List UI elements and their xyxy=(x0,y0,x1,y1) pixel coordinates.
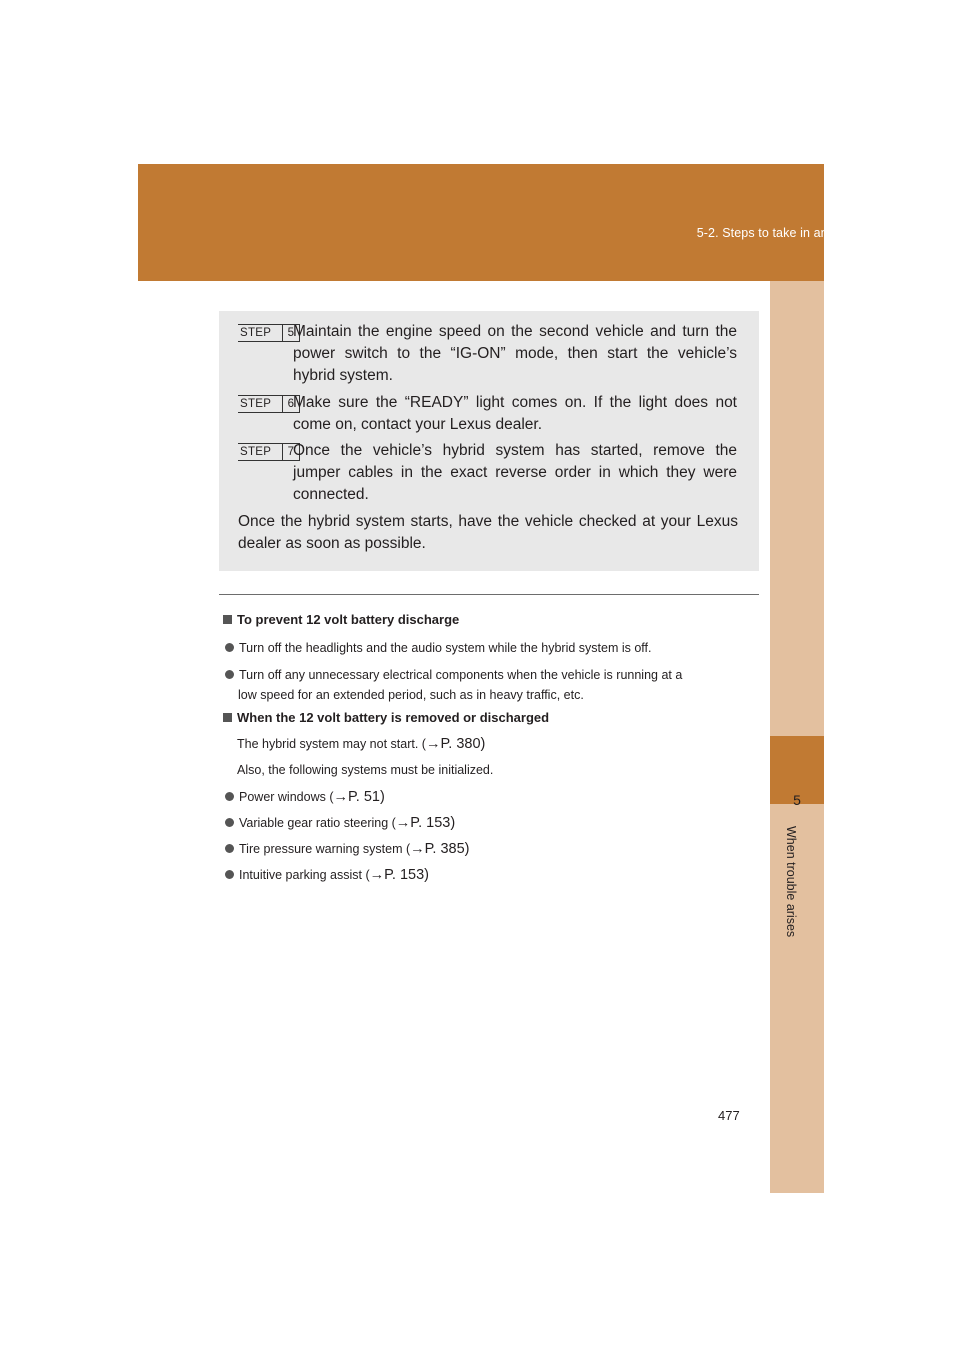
bullet-icon xyxy=(225,643,234,652)
step-text: Make sure the “READY” light comes on. If the light does not come on, contact your Lexus dealer. xyxy=(293,394,737,433)
chapter-title: When trouble arises xyxy=(784,826,798,938)
list-item: Tire pressure warning system (→P. 385) xyxy=(225,839,470,859)
step-label: STEP 7 xyxy=(238,443,300,461)
page-reference-link[interactable]: →P. 380) xyxy=(425,736,486,752)
bullet-icon xyxy=(225,670,234,679)
page-reference-link[interactable]: →P. 153) xyxy=(395,815,456,831)
page-reference-link[interactable]: →P. 385) xyxy=(410,841,470,857)
list-item: Variable gear ratio steering (→P. 153) xyxy=(225,813,455,833)
divider xyxy=(219,594,759,595)
list-item: Turn off the headlights and the audio system while the hybrid system is off. xyxy=(225,638,652,658)
header-band xyxy=(138,164,824,281)
list-item: Intuitive parking assist (→P. 153) xyxy=(225,865,429,885)
section-title: 5-2. Steps to take in an emergency xyxy=(696,226,894,240)
step-text: Maintain the engine speed on the second vehicle and turn the power switch to the “IG-ON” mode, then start the vehicle’s hybrid system. xyxy=(293,323,737,384)
bullet-icon xyxy=(225,792,234,801)
note-heading-removed: When the 12 volt battery is removed or discharged xyxy=(223,710,549,725)
page-reference-link[interactable]: →P. 153) xyxy=(369,867,429,883)
page-number: 477 xyxy=(718,1108,740,1123)
page-reference-link[interactable]: →P. 51) xyxy=(333,789,385,805)
square-bullet-icon xyxy=(223,713,232,722)
note-text: The hybrid system may not start. (→P. 380) xyxy=(237,736,486,752)
step-label: STEP 5 xyxy=(238,324,300,342)
note-text: Also, the following systems must be initialized. xyxy=(237,763,494,777)
closing-text: Once the hybrid system starts, have the vehicle checked at your Lexus dealer as soon as possible. xyxy=(238,513,738,552)
chapter-number: 5 xyxy=(793,792,801,808)
list-item: Turn off any unnecessary electrical components when the vehicle is running at a low speed for an extended period, such as in heavy traffic, etc. xyxy=(225,665,682,705)
bullet-icon xyxy=(225,844,234,853)
steps-box xyxy=(219,311,759,571)
bullet-icon xyxy=(225,870,234,879)
square-bullet-icon xyxy=(223,615,232,624)
bullet-icon xyxy=(225,818,234,827)
step-label: STEP 6 xyxy=(238,395,300,413)
step-text: Once the vehicle’s hybrid system has started, remove the jumper cables in the exact reverse order in which they were connected. xyxy=(293,442,737,503)
list-item: Power windows (→P. 51) xyxy=(225,787,385,807)
note-heading-discharge: To prevent 12 volt battery discharge xyxy=(223,612,459,627)
